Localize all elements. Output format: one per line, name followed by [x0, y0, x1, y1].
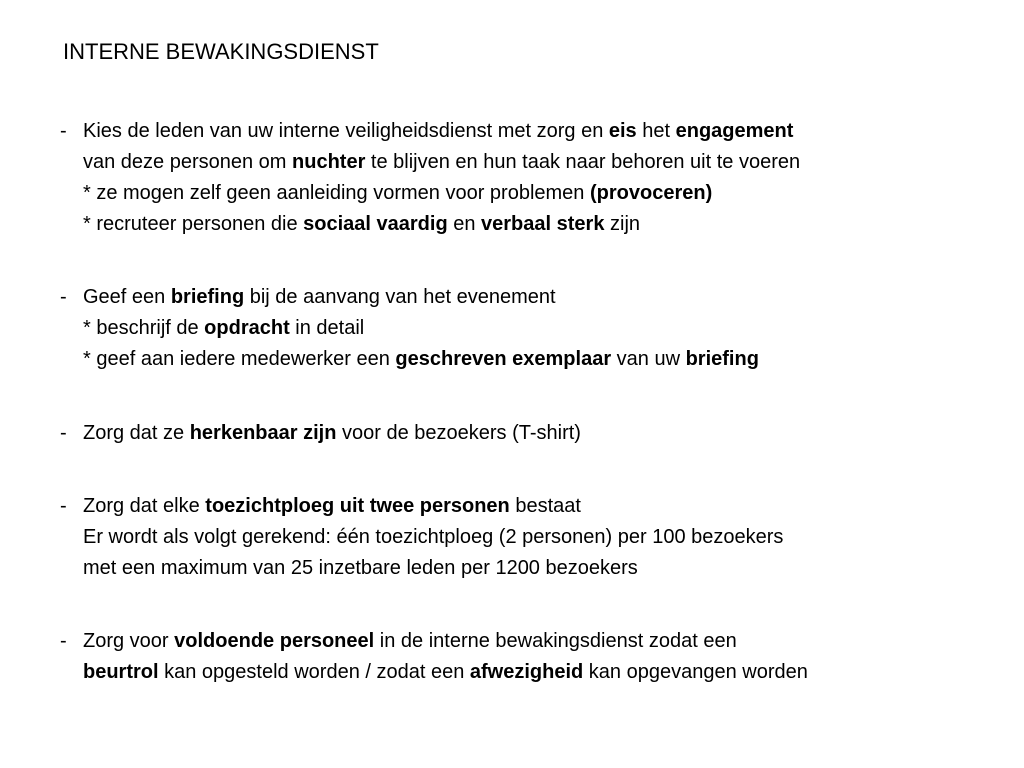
- slide-title: INTERNE BEWAKINGSDIENST: [63, 39, 379, 64]
- bullet-line: [83, 209, 800, 240]
- bold-text: herkenbaar zijn: [189, 422, 337, 444]
- text-segment: * recruteer personen die: [83, 213, 304, 235]
- text-segment: * ze mogen zelf geen aanleiding vormen voor problemen: [83, 182, 590, 204]
- text-segment: bestaat: [509, 495, 581, 517]
- bold-text: engagement: [675, 120, 794, 142]
- text-segment: Kies de leden van uw interne veiligheidsdienst met zorg en: [83, 120, 609, 142]
- bold-text: eis: [608, 120, 637, 142]
- bullet-content: [83, 282, 759, 375]
- bullet-line: [83, 313, 759, 344]
- bullet-line: [83, 418, 581, 449]
- bold-text: geschreven exemplaar: [395, 348, 612, 370]
- bullet-line: [83, 344, 759, 375]
- bullet-line: [83, 178, 800, 209]
- bullet-content: [83, 626, 808, 688]
- bold-text: toezichtploeg uit twee personen: [205, 495, 510, 517]
- text-segment: kan opgesteld worden / zodat een: [158, 661, 470, 683]
- bullet-line: [83, 491, 783, 522]
- text-segment: in detail: [289, 317, 365, 339]
- bullet-dash: -: [60, 495, 67, 517]
- bullet-dash: -: [60, 630, 67, 652]
- bullet-content: [83, 418, 581, 449]
- bullet-line: [83, 147, 800, 178]
- bullet-line: [83, 626, 808, 657]
- bold-text: afwezigheid: [469, 661, 584, 683]
- bullet-line: [83, 657, 808, 688]
- text-segment: van uw: [611, 348, 686, 370]
- bullet-content: [83, 116, 800, 240]
- bullet-content: [83, 491, 783, 584]
- bold-text: (provoceren): [589, 182, 713, 204]
- text-segment: Er wordt als volgt gerekend: één toezichtploeg (2 personen) per 100 bezoekers: [83, 526, 784, 548]
- bold-text: beurtrol: [83, 661, 159, 683]
- bullet-dash: -: [60, 120, 67, 142]
- bullet-line: [83, 282, 759, 313]
- text-segment: Geef een: [83, 286, 171, 308]
- bold-text: briefing: [170, 286, 245, 308]
- text-segment: Zorg voor: [83, 630, 175, 652]
- bullet-line: [83, 116, 800, 147]
- text-segment: bij de aanvang van het evenement: [244, 286, 556, 308]
- text-segment: met een maximum van 25 inzetbare leden per 1200 bezoekers: [83, 557, 638, 579]
- bullet-line: [83, 522, 783, 553]
- text-segment: van deze personen om: [83, 151, 293, 173]
- text-segment: kan opgevangen worden: [583, 661, 808, 683]
- text-segment: * geef aan iedere medewerker een: [83, 348, 396, 370]
- bullet-dash: -: [60, 422, 67, 444]
- bullet-line: [83, 553, 783, 584]
- bold-text: verbaal sterk: [481, 213, 605, 235]
- bold-text: voldoende personeel: [174, 630, 375, 652]
- text-segment: en: [447, 213, 482, 235]
- bold-text: briefing: [685, 348, 759, 370]
- text-segment: te blijven en hun taak naar behoren uit te voeren: [365, 151, 801, 173]
- bold-text: opdracht: [204, 317, 290, 339]
- text-segment: * beschrijf de: [83, 317, 205, 339]
- bold-text: nuchter: [292, 151, 366, 173]
- text-segment: zijn: [604, 213, 641, 235]
- text-segment: Zorg dat ze: [83, 422, 190, 444]
- text-segment: voor de bezoekers (T-shirt): [336, 422, 581, 444]
- text-segment: Zorg dat elke: [83, 495, 206, 517]
- bullet-dash: -: [60, 286, 67, 308]
- text-segment: in de interne bewakingsdienst zodat een: [374, 630, 737, 652]
- bold-text: sociaal vaardig: [303, 213, 448, 235]
- text-segment: het: [636, 120, 676, 142]
